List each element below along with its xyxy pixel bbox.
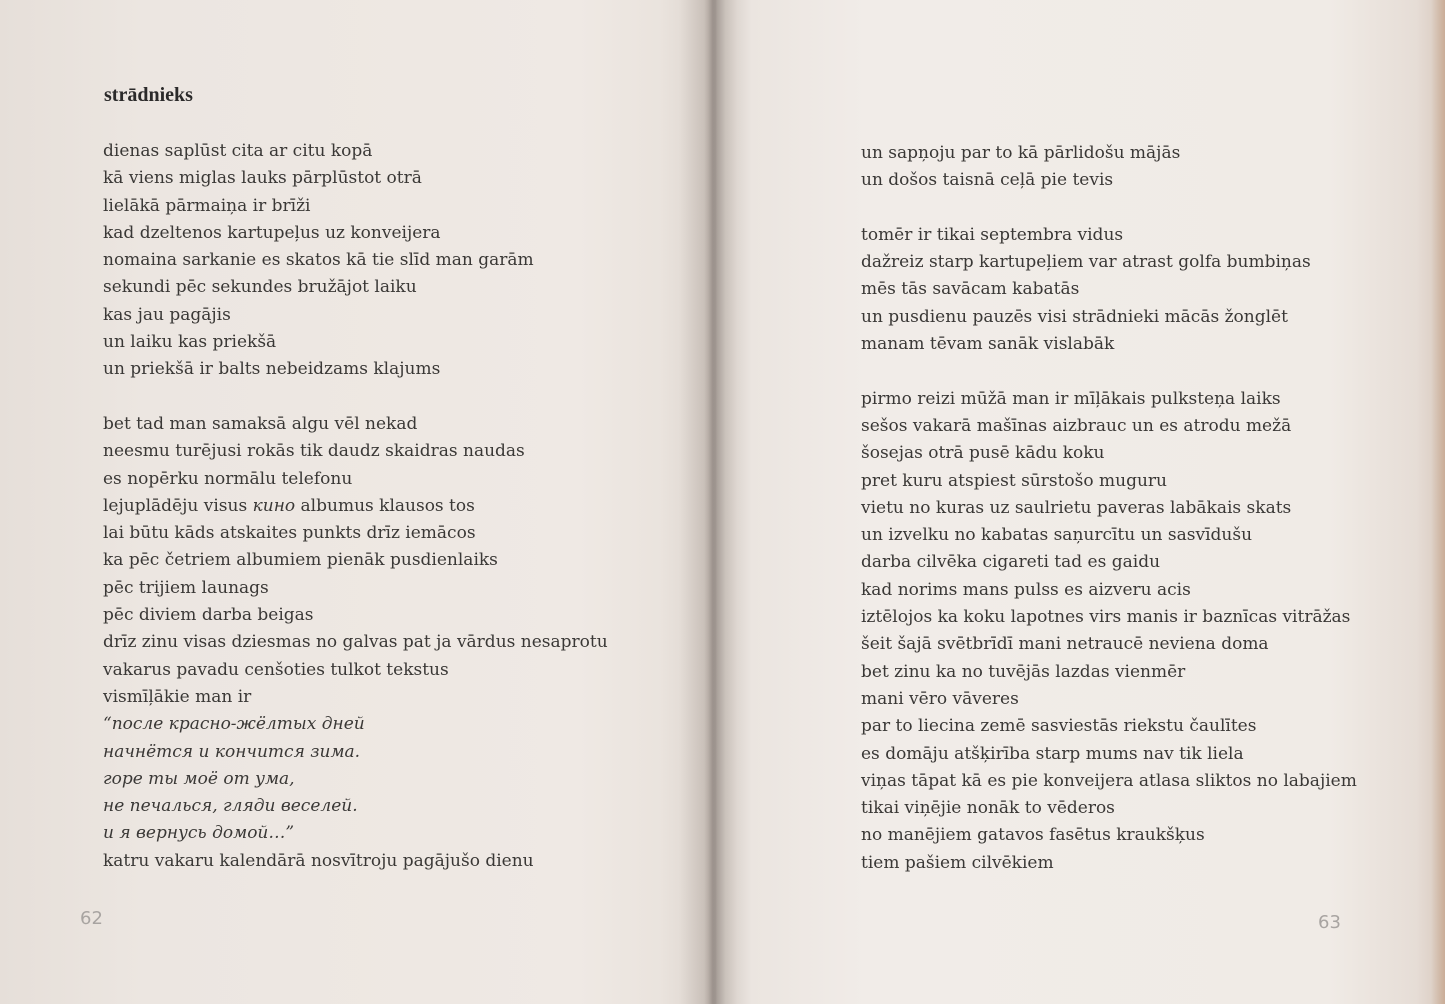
verse-text: sekundi pēc sekundes bružājot laiku bbox=[103, 277, 417, 298]
verse-text: un pusdienu pauzēs visi strādnieki mācās žonglēt bbox=[861, 306, 1288, 327]
verse-line bbox=[861, 222, 1357, 249]
verse-line bbox=[861, 522, 1357, 549]
verse-text: ka pēc četriem albumiem pienāk pusdienlaiks bbox=[103, 550, 498, 571]
verse-line bbox=[861, 440, 1357, 467]
verse-line bbox=[861, 659, 1357, 686]
right-page-verses bbox=[861, 140, 1357, 877]
verse-line bbox=[861, 249, 1357, 276]
verse-line bbox=[103, 193, 608, 220]
verse-line bbox=[103, 220, 608, 247]
verse-text: manam tēvam sanāk vislabāk bbox=[861, 334, 1115, 355]
verse-text: vakarus pavadu cenšoties tulkot tekstus bbox=[103, 659, 449, 680]
verse-text: iztēlojos ka koku lapotnes virs manis ir baznīcas vitrāžas bbox=[861, 607, 1351, 628]
verse-line bbox=[103, 356, 608, 383]
left-page-verses bbox=[103, 138, 608, 875]
verse-line bbox=[103, 602, 608, 629]
verse-line bbox=[861, 140, 1357, 167]
verse-text: kas jau pagājis bbox=[103, 304, 231, 325]
verse-text: lejuplādēju visus bbox=[103, 495, 253, 516]
verse-text: bet tad man samaksā algu vēl nekad bbox=[103, 413, 418, 434]
verse-text: neesmu turējusi rokās tik daudz skaidras naudas bbox=[103, 441, 525, 462]
verse-text: kad norims mans pulss es aizveru acis bbox=[861, 579, 1191, 600]
page-number-right: 63 bbox=[1318, 912, 1341, 933]
verse-line bbox=[861, 822, 1357, 849]
stanza bbox=[861, 140, 1357, 195]
verse-line bbox=[861, 741, 1357, 768]
verse-text: lai būtu kāds atskaites punkts drīz iemācos bbox=[103, 523, 476, 544]
verse-text-italic: кино bbox=[252, 495, 296, 516]
verse-line bbox=[103, 629, 608, 656]
verse-line bbox=[861, 795, 1357, 822]
verse-text: un priekšā ir balts nebeidzams klajums bbox=[103, 359, 441, 380]
verse-text-italic: начнётся и кончится зима. bbox=[103, 741, 361, 762]
verse-text: no manējiem gatavos fasētus kraukšķus bbox=[861, 825, 1205, 846]
verse-text: dažreiz starp kartupeļiem var atrast golfa bumbiņas bbox=[861, 252, 1311, 273]
verse-text: dienas saplūst cita ar citu kopā bbox=[103, 141, 373, 161]
verse-line bbox=[861, 413, 1357, 440]
verse-text: nomaina sarkanie es skatos kā tie slīd man garām bbox=[103, 250, 534, 271]
left-page bbox=[0, 0, 710, 1004]
verse-line bbox=[103, 793, 608, 820]
verse-line bbox=[861, 386, 1357, 413]
verse-line bbox=[861, 549, 1357, 576]
verse-line bbox=[103, 739, 608, 766]
verse-text: kā viens miglas lauks pārplūstot otrā bbox=[103, 168, 422, 189]
verse-line bbox=[103, 684, 608, 711]
verse-line bbox=[861, 713, 1357, 740]
verse-text: tomēr ir tikai septembra vidus bbox=[861, 224, 1124, 245]
verse-text: šeit šajā svētbrīdī mani netraucē neviena doma bbox=[861, 634, 1269, 655]
verse-line bbox=[103, 165, 608, 192]
verse-line bbox=[103, 520, 608, 547]
verse-text: pēc trijiem launags bbox=[103, 577, 269, 598]
verse-text: kad dzeltenos kartupeļus uz konveijera bbox=[103, 222, 441, 243]
stanza bbox=[103, 138, 608, 384]
verse-line bbox=[861, 768, 1357, 795]
verse-line bbox=[861, 604, 1357, 631]
verse-line bbox=[103, 247, 608, 274]
stanza bbox=[861, 386, 1357, 877]
stanza bbox=[861, 222, 1357, 358]
verse-line bbox=[103, 329, 608, 356]
verse-text: es nopērku normālu telefonu bbox=[103, 468, 353, 489]
verse-line bbox=[103, 274, 608, 301]
verse-text: un došos taisnā ceļā pie tevis bbox=[861, 170, 1114, 191]
verse-line bbox=[103, 657, 608, 684]
verse-text-italic: горе ты моё от ума, bbox=[103, 768, 295, 789]
verse-line bbox=[861, 577, 1357, 604]
page-number-left: 62 bbox=[80, 908, 103, 929]
verse-text: pēc diviem darba beigas bbox=[103, 605, 314, 626]
verse-line bbox=[861, 468, 1357, 495]
verse-line bbox=[861, 304, 1357, 331]
verse-line bbox=[103, 493, 608, 520]
right-page bbox=[720, 0, 1445, 1004]
verse-text: pret kuru atspiest sūrstošo muguru bbox=[861, 470, 1167, 491]
verse-line bbox=[861, 850, 1357, 877]
verse-line bbox=[861, 276, 1357, 303]
verse-text: vismīļākie man ir bbox=[103, 686, 252, 707]
verse-text: mēs tās savācam kabatās bbox=[861, 279, 1080, 300]
verse-text: sešos vakarā mašīnas aizbrauc un es atrodu mežā bbox=[861, 415, 1292, 436]
verse-text: un sapņoju par to kā pārlidošu mājās bbox=[861, 143, 1181, 163]
verse-text: drīz zinu visas dziesmas no galvas pat ja vārdus nesaprotu bbox=[103, 632, 608, 653]
verse-line bbox=[103, 547, 608, 574]
verse-line bbox=[861, 331, 1357, 358]
verse-line bbox=[861, 631, 1357, 658]
verse-text: mani vēro vāveres bbox=[861, 688, 1019, 709]
verse-line bbox=[103, 438, 608, 465]
verse-line bbox=[861, 167, 1357, 194]
verse-text: un izvelku no kabatas saņurcītu un sasvīdušu bbox=[861, 525, 1253, 546]
verse-text: tiem pašiem cilvēkiem bbox=[861, 852, 1054, 873]
verse-line bbox=[861, 686, 1357, 713]
verse-text: un laiku kas priekšā bbox=[103, 332, 277, 353]
verse-line bbox=[103, 302, 608, 329]
verse-text: vietu no kuras uz saulrietu paveras labākais skats bbox=[861, 497, 1292, 518]
verse-line bbox=[103, 711, 608, 738]
verse-text-italic: “после красно-жёлтых дней bbox=[103, 714, 365, 735]
verse-line bbox=[103, 848, 608, 875]
verse-line bbox=[103, 575, 608, 602]
verse-line bbox=[861, 495, 1357, 522]
verse-line bbox=[103, 820, 608, 847]
poem-title: strādnieks bbox=[104, 84, 193, 106]
verse-text: viņas tāpat kā es pie konveijera atlasa sliktos no labajiem bbox=[861, 770, 1357, 791]
verse-text: albumus klausos tos bbox=[295, 495, 475, 516]
verse-text: pirmo reizi mūžā man ir mīļākais pulksteņa laiks bbox=[861, 388, 1281, 409]
verse-text: bet zinu ka no tuvējās lazdas vienmēr bbox=[861, 661, 1186, 682]
verse-text: lielākā pārmaiņa ir brīži bbox=[103, 195, 311, 216]
verse-line bbox=[103, 138, 608, 165]
verse-text: darba cilvēka cigareti tad es gaidu bbox=[861, 552, 1161, 573]
verse-text: šosejas otrā pusē kādu koku bbox=[861, 443, 1105, 464]
verse-line bbox=[103, 411, 608, 438]
verse-text: es domāju atšķirība starp mums nav tik liela bbox=[861, 743, 1244, 764]
verse-text-italic: не печалься, гляди веселей. bbox=[103, 796, 358, 817]
verse-text: tikai viņējie nonāk to vēderos bbox=[861, 798, 1115, 819]
stanza bbox=[103, 411, 608, 875]
verse-line bbox=[103, 766, 608, 793]
verse-text: par to liecina zemē sasviestās riekstu čaulītes bbox=[861, 716, 1257, 737]
verse-line bbox=[103, 466, 608, 493]
verse-text-italic: и я вернусь домой…” bbox=[103, 823, 295, 844]
verse-text: katru vakaru kalendārā nosvītroju pagājušo dienu bbox=[103, 850, 534, 871]
